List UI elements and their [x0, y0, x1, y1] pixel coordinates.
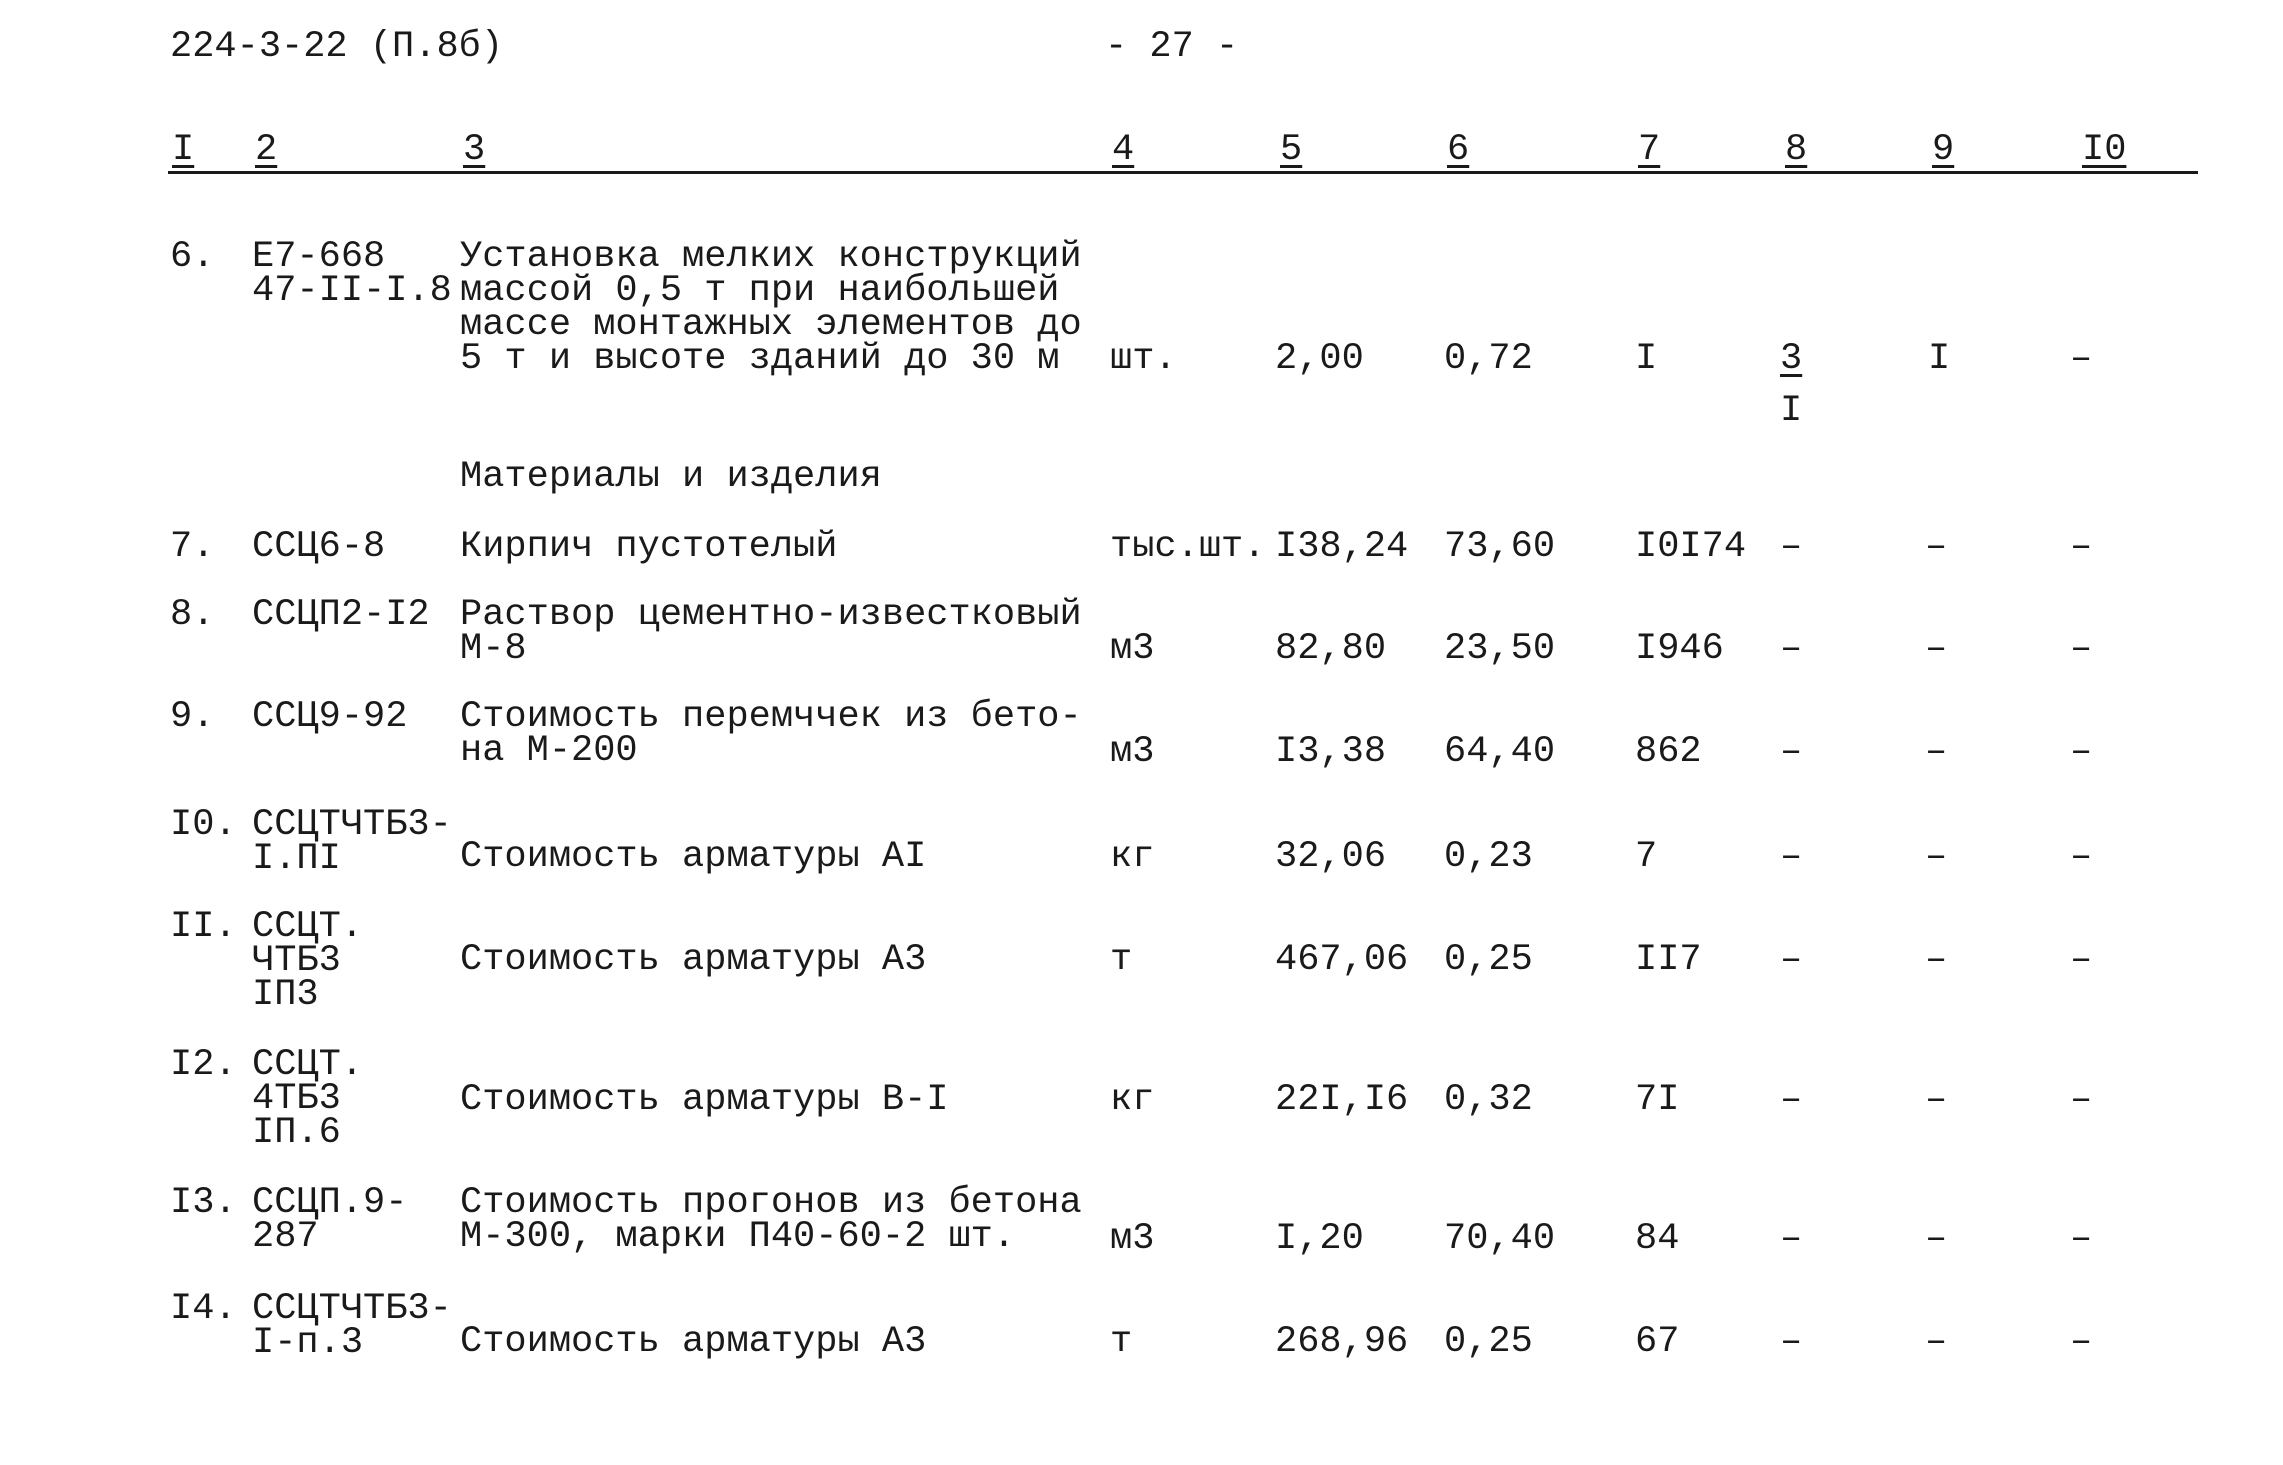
resource-code: ССЦТ. 4ТБ3 IП.6 [252, 1044, 364, 1154]
quantity: 32,06 [1275, 836, 1387, 878]
col8-value: – [1780, 939, 1803, 981]
column-header-6: 6 [1447, 129, 1470, 171]
col8-value: – [1780, 526, 1803, 568]
col10-value: – [2070, 1079, 2093, 1121]
quantity: 467,06 [1275, 939, 1409, 981]
work-description: Стоимость арматуры А3 [460, 939, 927, 981]
quantity: I38,24 [1275, 526, 1409, 568]
col9-value: I [1928, 338, 1951, 380]
col10-value: – [2070, 628, 2093, 670]
unit-price: 0,23 [1444, 836, 1533, 878]
column-header-10: I0 [2082, 129, 2127, 171]
col8-value: – [1780, 628, 1803, 670]
unit: т [1110, 1321, 1133, 1363]
total-cost: 7I [1635, 1079, 1680, 1121]
work-description: Стоимость перемччек из бето- на М-200 [460, 696, 1082, 772]
total-cost: I946 [1635, 628, 1724, 670]
row-number: 7. [170, 526, 215, 568]
col10-value: – [2070, 939, 2093, 981]
row-number: I4. [170, 1288, 237, 1330]
col8-value: – [1780, 836, 1803, 878]
header-rule [168, 171, 2198, 174]
row-number: I3. [170, 1182, 237, 1224]
work-description: Стоимость прогонов из бетона М-300, марки П40-60-2 шт. [460, 1182, 1082, 1258]
row-number: I0. [170, 804, 237, 846]
total-cost: II7 [1635, 939, 1702, 981]
unit-price: 23,50 [1444, 628, 1556, 670]
total-cost: I0I74 [1635, 526, 1747, 568]
unit-price: 0,25 [1444, 1321, 1533, 1363]
unit: м3 [1110, 1218, 1155, 1260]
unit-price: 64,40 [1444, 731, 1556, 773]
resource-code: ССЦТЧТБ3- I.ПI [252, 804, 452, 880]
col10-value: – [2070, 1321, 2093, 1363]
unit: м3 [1110, 628, 1155, 670]
unit: кг [1110, 1079, 1155, 1121]
document-code: 224-3-22 (П.8б) [170, 26, 504, 68]
total-cost: 7 [1635, 836, 1658, 878]
col9-value: – [1925, 1079, 1948, 1121]
col10-value: – [2070, 526, 2093, 568]
resource-code: ССЦ6-8 [252, 526, 386, 568]
section-title: Материалы и изделия [460, 456, 882, 498]
column-header-5: 5 [1280, 129, 1303, 171]
col8-denominator: I [1780, 390, 1803, 432]
total-cost: 862 [1635, 731, 1702, 773]
col9-value: – [1925, 1218, 1948, 1260]
resource-code: ССЦ9-92 [252, 696, 408, 738]
quantity: I3,38 [1275, 731, 1387, 773]
quantity: 268,96 [1275, 1321, 1409, 1363]
col8-value: – [1780, 1321, 1803, 1363]
unit: кг [1110, 836, 1155, 878]
row-number: 8. [170, 594, 215, 636]
row-number: I2. [170, 1044, 237, 1086]
work-description: Кирпич пустотелый [460, 526, 838, 568]
col8-value: – [1780, 731, 1803, 773]
col10-value: – [2070, 731, 2093, 773]
resource-code: ССЦТ. ЧТБ3 IП3 [252, 906, 364, 1016]
work-description: Установка мелких конструкций массой 0,5 т при наибольшей массе монтажных элементов до 5 т и высоте зданий до 30 м [460, 236, 1082, 380]
col9-value: – [1925, 939, 1948, 981]
total-cost: 84 [1635, 1218, 1680, 1260]
column-header-8: 8 [1785, 129, 1808, 171]
work-description: Стоимость арматуры А3 [460, 1321, 927, 1363]
resource-code: ССЦП.9- 287 [252, 1182, 408, 1258]
row-number: 6. [170, 236, 215, 278]
resource-code: ССЦП2-I2 [252, 594, 430, 636]
column-header-3: 3 [463, 129, 486, 171]
work-description: Стоимость арматуры АI [460, 836, 927, 878]
unit: тыс.шт. [1110, 526, 1266, 568]
column-header-4: 4 [1112, 129, 1135, 171]
col8-numerator: 3 [1780, 338, 1803, 380]
column-header-7: 7 [1638, 129, 1661, 171]
column-header-2: 2 [255, 129, 278, 171]
quantity: 82,80 [1275, 628, 1387, 670]
unit: т [1110, 939, 1133, 981]
quantity: 22I,I6 [1275, 1079, 1409, 1121]
column-header-9: 9 [1932, 129, 1955, 171]
col9-value: – [1925, 836, 1948, 878]
row-number: 9. [170, 696, 215, 738]
col8-value: – [1780, 1079, 1803, 1121]
column-header-1: I [172, 129, 195, 171]
unit: м3 [1110, 731, 1155, 773]
col9-value: – [1925, 1321, 1948, 1363]
col10-value: – [2070, 836, 2093, 878]
col10-value: – [2070, 1218, 2093, 1260]
total-cost: 67 [1635, 1321, 1680, 1363]
resource-code: ССЦТЧТБ3- I-п.3 [252, 1288, 452, 1364]
col9-value: – [1925, 628, 1948, 670]
page-number: - 27 - [1105, 26, 1239, 68]
unit: шт. [1110, 338, 1177, 380]
resource-code: Е7-668 47-II-I.8 [252, 236, 452, 312]
quantity: 2,00 [1275, 338, 1364, 380]
unit-price: 73,60 [1444, 526, 1556, 568]
quantity: I,20 [1275, 1218, 1364, 1260]
col8-value: – [1780, 1218, 1803, 1260]
col10-value: – [2070, 338, 2093, 380]
row-number: II. [170, 906, 237, 948]
unit-price: 0,72 [1444, 338, 1533, 380]
unit-price: 0,25 [1444, 939, 1533, 981]
unit-price: 70,40 [1444, 1218, 1556, 1260]
total-cost: I [1635, 338, 1658, 380]
unit-price: 0,32 [1444, 1079, 1533, 1121]
work-description: Раствор цементно-известковый М-8 [460, 594, 1082, 670]
work-description: Стоимость арматуры В-I [460, 1079, 949, 1121]
col9-value: – [1925, 731, 1948, 773]
col9-value: – [1925, 526, 1948, 568]
